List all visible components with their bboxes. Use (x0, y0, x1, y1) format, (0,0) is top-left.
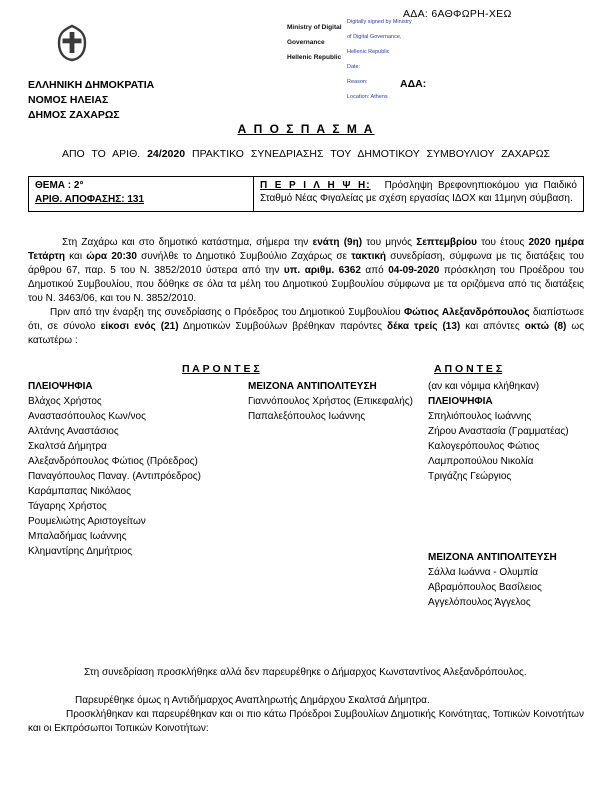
list-item: Παναγόπουλος Παναγ. (Αντιπρόεδρος) (28, 471, 201, 482)
list-item: Παπαλεξόπουλος Ιωάννης (248, 411, 366, 422)
letterhead-org (28, 78, 154, 123)
text-segment: δέκα τρείς (13) (387, 321, 461, 332)
list-item: Αλεξανδρόπουλος Φώτιος (Πρόεδρος) (28, 456, 198, 467)
document-subtitle (28, 148, 584, 160)
absent-majority-list (428, 409, 584, 484)
list-item: Κλημαντίρης Δημήτριος (28, 546, 133, 557)
text-segment: ΑΠΟ ΤΟ ΑΡΙΘ. (61, 148, 148, 160)
topic-row (29, 177, 584, 212)
list-item: Βλάχος Χρήστος (28, 396, 102, 407)
list-item: of Digital Governance, (347, 34, 402, 40)
text-segment: και απόντες (460, 321, 525, 332)
list-item: Αγγελόπουλος Άγγελος (428, 597, 531, 608)
text-segment: 04-09-2020 (388, 265, 440, 276)
text-segment: Πριν από την έναρξη της συνεδρίασης ο Πρόεδρος του Δημοτικού Συμβουλίου (50, 307, 404, 318)
list-item: Hellenic Republic (347, 49, 390, 55)
list-item: ΕΛΛΗΝΙΚΗ ΔΗΜΟΚΡΑΤΙΑ (28, 79, 155, 91)
summary-cell (254, 177, 584, 212)
text-segment: τακτική (351, 251, 387, 262)
list-item: Τάγαρης Χρήστος (28, 501, 107, 512)
text-segment: Στη Ζαχάρω και στο δημοτικό κατάστημα, σήμερα την (62, 237, 313, 248)
absent-opposition-group (428, 550, 584, 610)
majority-label: ΠΛΕΙΟΨΗΦΙΑ (28, 381, 93, 392)
closing-paragraphs (28, 666, 584, 736)
closing-mayor-absent: Στη συνεδρίαση προσκλήθηκε αλλά δεν παρευρέθηκε ο Δήμαρχος Κωνσταντίνος Αλεξανδρόπουλος. (84, 667, 527, 678)
list-item: Καλογερόπουλος Φώτιος (428, 441, 540, 452)
list-item: Location: Athens (347, 94, 388, 100)
paragraph-session-info (28, 236, 584, 306)
text-segment: διαπίστωσε ότι, σε σύνολο (28, 307, 584, 332)
decision-number: ΑΡΙΘ. ΑΠΟΦΑΣΗΣ: 131 (35, 194, 145, 205)
document-title: Α Π Ο Σ Π Α Σ Μ Α (237, 122, 375, 136)
absent-header: Α Π Ο Ν Τ Ε Σ (434, 363, 503, 375)
ada-label: ΑΔΑ: (400, 78, 427, 90)
summary-text: Πρόσληψη Βρεφονηπιοκόμου για Παιδικό Σταθμό Νέας Φιγαλείας με σχέση εργασίας ΙΔΟΧ και 11μηνη σύμβαση. (260, 180, 577, 204)
list-item: Σπηλιόπουλος Ιωάννης (428, 411, 532, 422)
closing-deputy-present: Παρευρέθηκε όμως η Αντιδήμαρχος Αναπληρωτής Δημάρχου Σκαλτσά Δήμητρα. (75, 695, 430, 706)
hellenic-republic-emblem-icon (55, 24, 89, 67)
list-item: Hellenic Republic (287, 54, 342, 61)
text-segment: και (64, 251, 87, 262)
list-item: ΝΟΜΟΣ ΗΛΕΙΑΣ (28, 94, 109, 106)
list-item: Γιαννόπουλος Χρήστος (Επικεφαλής) (248, 396, 413, 407)
text-segment: υπ. αριθμ. 6362 (283, 265, 361, 276)
body-text (28, 236, 584, 348)
list-item: Digitally signed by Ministry (347, 19, 412, 25)
text-segment: Δημοτικών Συμβούλων βρέθηκαν παρόντες (178, 321, 388, 332)
list-item: Ρουμελιώτης Αριστογείτων (28, 516, 146, 527)
opposition-label: ΜΕΙΖΟΝΑ ΑΝΤΙΠΟΛΙΤΕΥΣΗ (248, 381, 377, 392)
list-item: Ζήρου Αναστασία (Γραμματέας) (428, 426, 569, 437)
absent-opposition-list (428, 565, 584, 610)
text-segment: του μηνός (362, 237, 417, 248)
paragraph-quorum (28, 306, 584, 348)
present-majority-list (28, 394, 248, 559)
text-segment: ώρα 20:30 (86, 251, 137, 262)
topic-number: ΘΕΜΑ : 2° (35, 180, 84, 191)
text-segment: 2020 (528, 237, 551, 248)
list-item: Λαμπροπούλου Νικολία (428, 456, 534, 467)
list-item: Αβραμόπουλος Βασίλειος (428, 582, 542, 593)
text-segment: συνήλθε το Δημοτικό Συμβούλιο Ζαχάρως σε (136, 251, 352, 262)
topic-table (28, 176, 584, 212)
present-header: Π Α Ρ Ο Ν Τ Ε Σ (182, 363, 260, 375)
text-segment: πρόσκληση του Προέδρου του Δημοτικού Συμβουλίου, που δόθηκε σε όλα τα μέλη του Δημοτικού Συμβουλίου σύμφωνα με τα οριζόμενα από τις διατάξεις του Ν. 3463/06, και του Ν. 3852/2010. (28, 265, 584, 304)
list-item: Αναστασόπουλος Κων/νος (28, 411, 146, 422)
attendance-grid (28, 379, 584, 610)
digital-signature-stamp (347, 15, 447, 105)
summary-label: Π Ε Ρ Ι Λ Η Ψ Η: (260, 180, 371, 191)
text-segment: ΠΡΑΚΤΙΚΟ ΣΥΝΕΔΡΙΑΣΗΣ ΤΟΥ ΔΗΜΟΤΙΚΟΥ ΣΥΜΒΟΥΛΙΟΥ ΖΑΧΑΡΩΣ (185, 148, 551, 160)
text-segment: από (360, 265, 389, 276)
absent-majority-label: ΠΛΕΙΟΨΗΦΙΑ (428, 396, 493, 407)
list-item: Reason: (347, 79, 368, 85)
list-item: Date: (347, 64, 361, 70)
list-item: Τριγάζης Γεώργιος (428, 471, 512, 482)
list-item: Governance (287, 39, 325, 46)
ministry-name (287, 20, 342, 65)
text-segment: ως κατωτέρω : (28, 321, 585, 346)
list-item: Μπαλαδήμας Ιωάννης (28, 531, 127, 542)
absent-column (428, 379, 584, 610)
list-item: ΔΗΜΟΣ ΖΑΧΑΡΩΣ (28, 109, 120, 121)
present-opposition-column (248, 379, 428, 610)
closing-presidents-invited: Προσκλήθηκαν και παρευρέθηκαν και οι πιο κάτω Πρόεδροι Συμβουλίων Δημοτικής Κοινότητας, Τοπικών Κοινοτήτων και οι Εκπρόσωποι Τοπικών Κοινοτήτων: (28, 709, 584, 734)
text-segment: οκτώ (8) (524, 321, 567, 332)
text-segment: συνεδρίαση, σύμφωνα με τις διατάξεις του άρθρου 67, παρ. 5 του Ν. 3852/2010 ύστερα από την (28, 251, 584, 276)
list-item: Καράμπαπας Νικόλαος (28, 486, 131, 497)
list-item: Σάλλα Ιωάννα - Ολυμπία (428, 567, 539, 578)
legal-note: (αν και νόμιμα κλήθηκαν) (428, 381, 540, 392)
list-item: Ministry of Digital (287, 24, 342, 31)
text-segment: Σεπτεμβρίου (416, 237, 477, 248)
topic-cell (29, 177, 254, 212)
text-segment: ημέρα Τετάρτη (28, 237, 584, 262)
present-majority-column (28, 379, 248, 610)
text-segment: Φώτιος Αλεξανδρόπουλος (403, 307, 530, 318)
list-item: Αλτάνης Αναστάσιος (28, 426, 119, 437)
list-item: Σκαλτσά Δήμητρα (28, 441, 107, 452)
text-segment: 24/2020 (147, 148, 186, 160)
text-segment: του έτους (476, 237, 529, 248)
text-segment: είκοσι ενός (21) (100, 321, 179, 332)
text-segment: ενάτη (9η) (312, 237, 363, 248)
ada-number-top: ΑΔΑ: 6ΑΘΦΩΡΗ-ΧΕΩ (403, 8, 512, 20)
present-opposition-list (248, 394, 428, 424)
absent-opposition-label: ΜΕΙΖΟΝΑ ΑΝΤΙΠΟΛΙΤΕΥΣΗ (428, 552, 557, 563)
